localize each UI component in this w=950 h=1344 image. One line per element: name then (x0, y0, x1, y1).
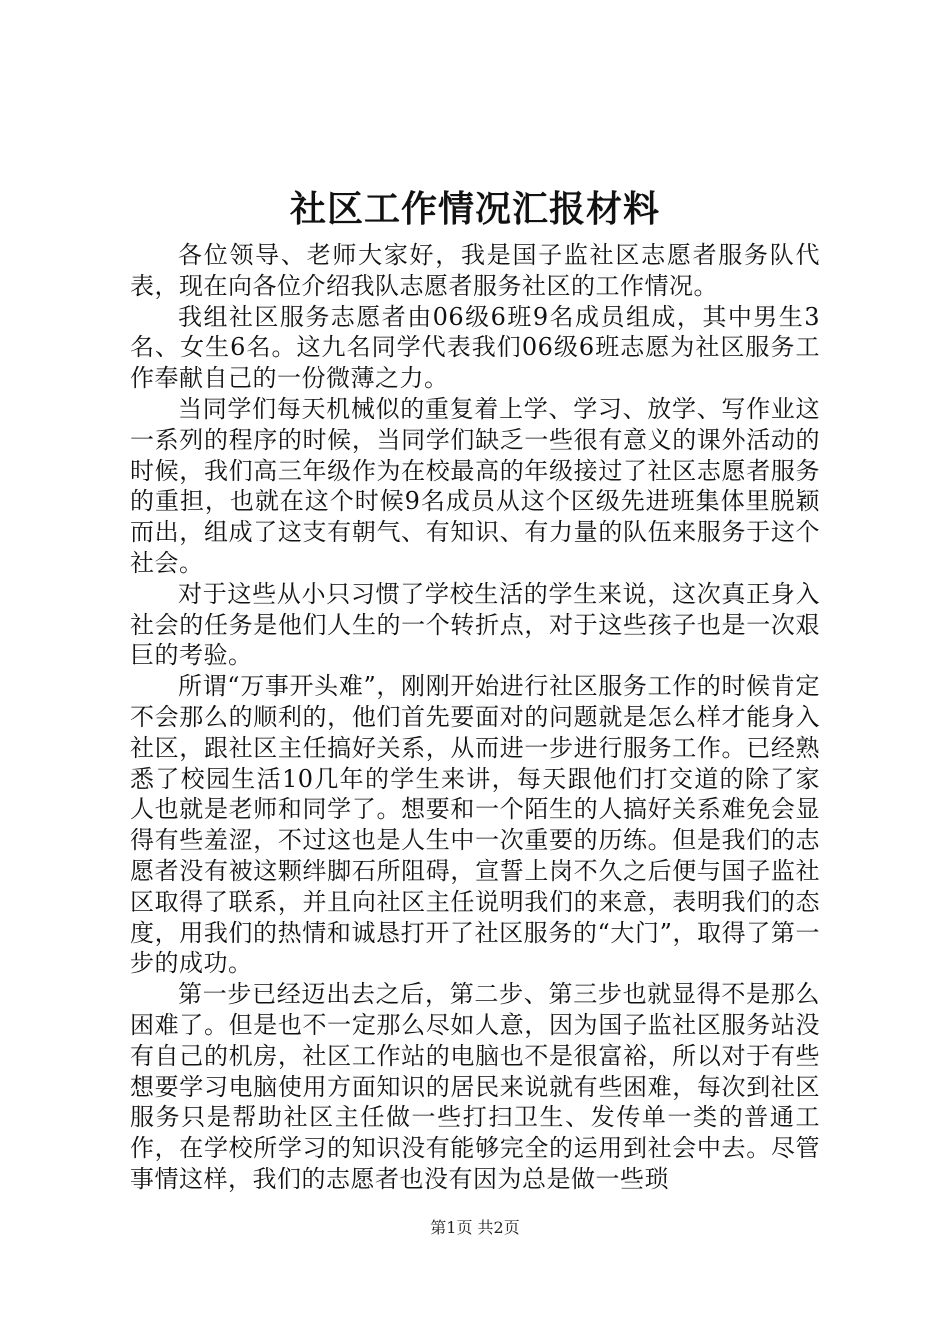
paragraph: 各位领导、老师大家好，我是国子监社区志愿者服务队代表，现在向各位介绍我队志愿者服务社区的工作情况。 (130, 241, 820, 300)
document-body (130, 240, 820, 1195)
paragraph: 当同学们每天机械似的重复着上学、学习、放学、写作业这一系列的程序的时候，当同学们缺乏一些很有意义的课外活动的时候，我们高三年级作为在校最高的年级接过了社区志愿者服务的重担，也就在这个时候9名成员从这个区级先进班集体里脱颖而出，组成了这支有朝气、有知识、有力量的队伍来服务于这个社会。 (130, 394, 820, 577)
document-title: 社区工作情况汇报材料 (289, 188, 660, 230)
paragraph: 对于这些从小只习惯了学校生活的学生来说，这次真正身入社会的任务是他们人生的一个转折点，对于这些孩子也是一次艰巨的考验。 (130, 579, 820, 670)
paragraph: 第一步已经迈出去之后，第二步、第三步也就显得不是那么困难了。但是也不一定那么尽如人意，因为国子监社区服务站没有自己的机房，社区工作站的电脑也不是很富裕，所以对于有些想要学习电脑使用方面知识的居民来说就有些困难，每次到社区服务只是帮助社区主任做一些打扫卫生、发传单一类的普通工作，在学校所学习的知识没有能够完全的运用到社会中去。尽管事情这样，我们的志愿者也没有因为总是做一些琐 (130, 980, 820, 1193)
page-footer: 第1页 共2页 (430, 1218, 520, 1237)
paragraph: 所谓“万事开头难”，刚刚开始进行社区服务工作的时候肯定不会那么的顺利的，他们首先要面对的问题就是怎么样才能身入社区，跟社区主任搞好关系，从而进一步进行服务工作。已经熟悉了校园生活10几年的学生来讲，每天跟他们打交道的除了家人也就是老师和同学了。想要和一个陌生的人搞好关系难免会显得有些羞涩，不过这也是人生中一次重要的历练。但是我们的志愿者没有被这颗绊脚石所阻碍，宣誓上岗不久之后便与国子监社区取得了联系，并且向社区主任说明我们的来意，表明我们的态度，用我们的热情和诚恳打开了社区服务的“大门”，取得了第一步的成功。 (130, 672, 820, 978)
paragraph: 我组社区服务志愿者由06级6班9名成员组成，其中男生3名、女生6名。这九名同学代表我们06级6班志愿为社区服务工作奉献自己的一份微薄之力。 (130, 302, 820, 393)
